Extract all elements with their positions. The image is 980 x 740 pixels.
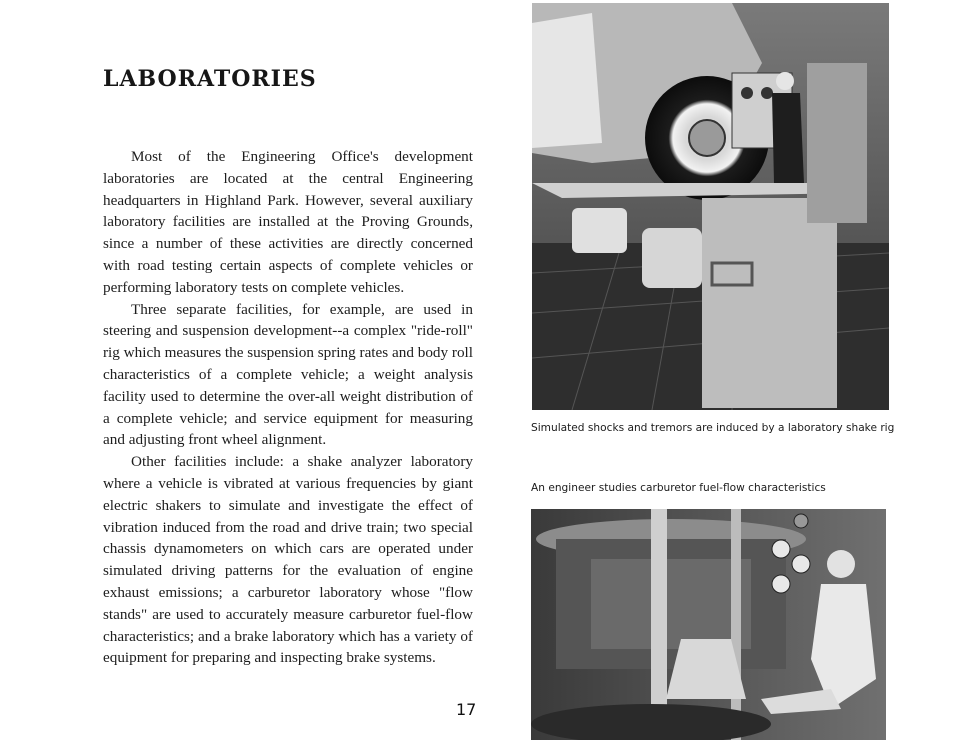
shake-rig-caption: Simulated shocks and tremors are induced by a laboratory shake rig [531, 422, 895, 434]
paragraph-3: Other facilities include: a shake analyzer laboratory where a vehicle is vibrated at various frequencies by giant electric shakers to simulate and investigate the effect of vibration induced from the road and drive train; two special chassis dynamometers on which cars are operated under simulated driving patterns for the evaluation of engine exhaust emissions; a carburetor laboratory whose "flow stands" are used to accurately measure carburetor fuel-flow characteristics; and a brake laboratory which has a variety of equipment for preparing and inspecting brake systems. [103, 453, 473, 667]
carburetor-lab-illustration [531, 509, 886, 740]
paragraph-2: Three separate facilities, for example, are used in steering and suspension development--a complex "ride-roll" rig which measures the suspension spring rates and body roll characteristics of a complete vehicle; a weight analysis facility used to determine the over-all weight distribution of a complete vehicle; and service equipment for measuring and adjusting front wheel alignment. [103, 300, 473, 449]
page-title: LABORATORIES [103, 66, 317, 92]
shake-rig-photo [532, 3, 889, 410]
page-number: 17 [456, 700, 477, 719]
carburetor-caption: An engineer studies carburetor fuel-flow characteristics [531, 482, 826, 494]
body-text [103, 146, 473, 669]
shake-rig-illustration [532, 3, 889, 410]
paragraph-1: Most of the Engineering Office's development laboratories are located at the central Engineering headquarters in Highland Park. However, several auxiliary laboratory facilities are installed at the Proving Grounds, since a number of these activities are directly concerned with road testing certain aspects of complete vehicles or performing laboratory tests on complete vehicles. [103, 148, 473, 296]
carburetor-lab-photo [531, 509, 886, 740]
